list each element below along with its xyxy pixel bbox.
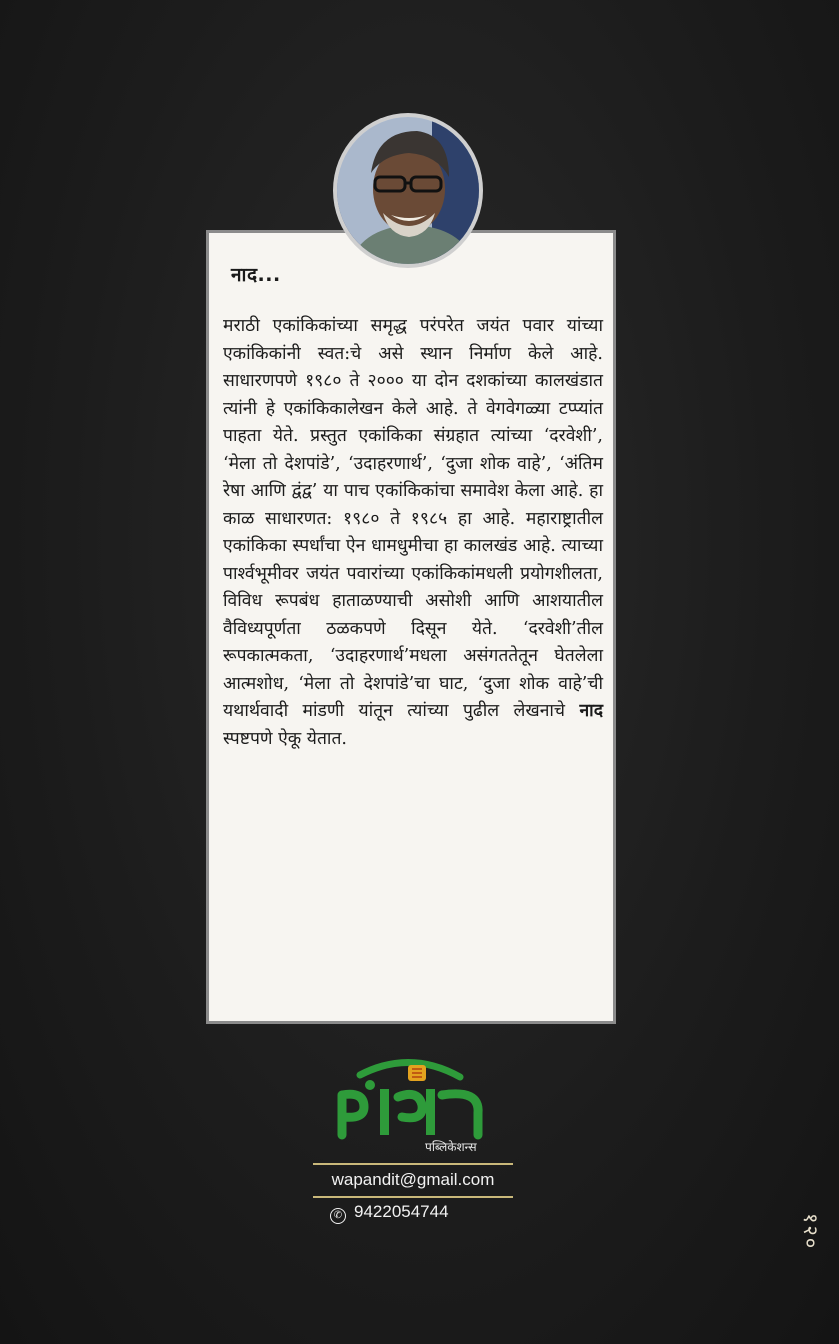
publisher-email: wapandit@gmail.com xyxy=(331,1170,495,1189)
blurb-text-part2: स्पष्टपणे ऐकू येतात. xyxy=(223,728,347,749)
publisher-logo xyxy=(330,1055,490,1155)
author-photo xyxy=(333,113,483,268)
contact-divider-top xyxy=(313,1163,513,1165)
pandit-logo-icon xyxy=(330,1055,490,1155)
publisher-phone: 9422054744 xyxy=(354,1202,449,1221)
price-stamp: १२० xyxy=(799,1213,823,1251)
logo-subtext: पब्लिकेशन्स xyxy=(425,1140,477,1154)
blurb-panel xyxy=(206,230,616,1024)
phone-icon: ✆ xyxy=(330,1208,346,1224)
blurb-text-bold: नाद xyxy=(579,701,603,721)
contact-divider-bottom xyxy=(313,1196,513,1198)
blurb-text-part1: मराठी एकांकिकांच्या समृद्ध परंपरेत जयंत पवार यांच्या एकांकिकांनी स्वत:चे असे स्थान निर्माण केले आहे. साधारणपणे १९८० ते २००० या दोन दशकांच्या कालखंडात त्यांनी हे एकांकिकालेखन केले आहे. ते वेगवेगळ्या टप्प्यांत पाहता येते. प्रस्तुत एकांकिका संग्रहात त्यांच्या ‘दरवेशी’, ‘मेला तो देशपांडे’, ‘उदाहरणार्थ’, ‘दुजा शोक वाहे’, ‘अंतिम रेषा आणि द्वंद्व’ या पाच एकांकिकांचा समावेश केला आहे. हा काळ साधारणत: १९८० ते १९८५ हा आहे. महाराष्ट्रातील एकांकिका स्पर्धांचा ऐन धामधुमीचा हा कालखंड आहे. त्याच्या पार्श्वभूमीवर जयंत पवारांच्या एकांकिकांमधली प्रयोगशीलता, विविध रूपबंध हाताळण्याची असोशी आणि आशयातील वैविध्यपूर्णता ठळकपणे दिसून येते. ‘दरवेशी’तील रूपकात्मकता, ‘उदाहरणार्थ’मधला असंगततेतून घेतलेला आत्मशोध, ‘मेला तो देशपांडे’चा घाट, ‘दुजा शोक वाहे’ची यथार्थवादी मांडणी यांतून त्यांच्या पुढील लेखनाचे xyxy=(223,316,603,721)
blurb-text xyxy=(223,313,603,753)
publisher-phone-row xyxy=(330,1202,500,1224)
blurb-heading: नाद... xyxy=(231,264,281,286)
